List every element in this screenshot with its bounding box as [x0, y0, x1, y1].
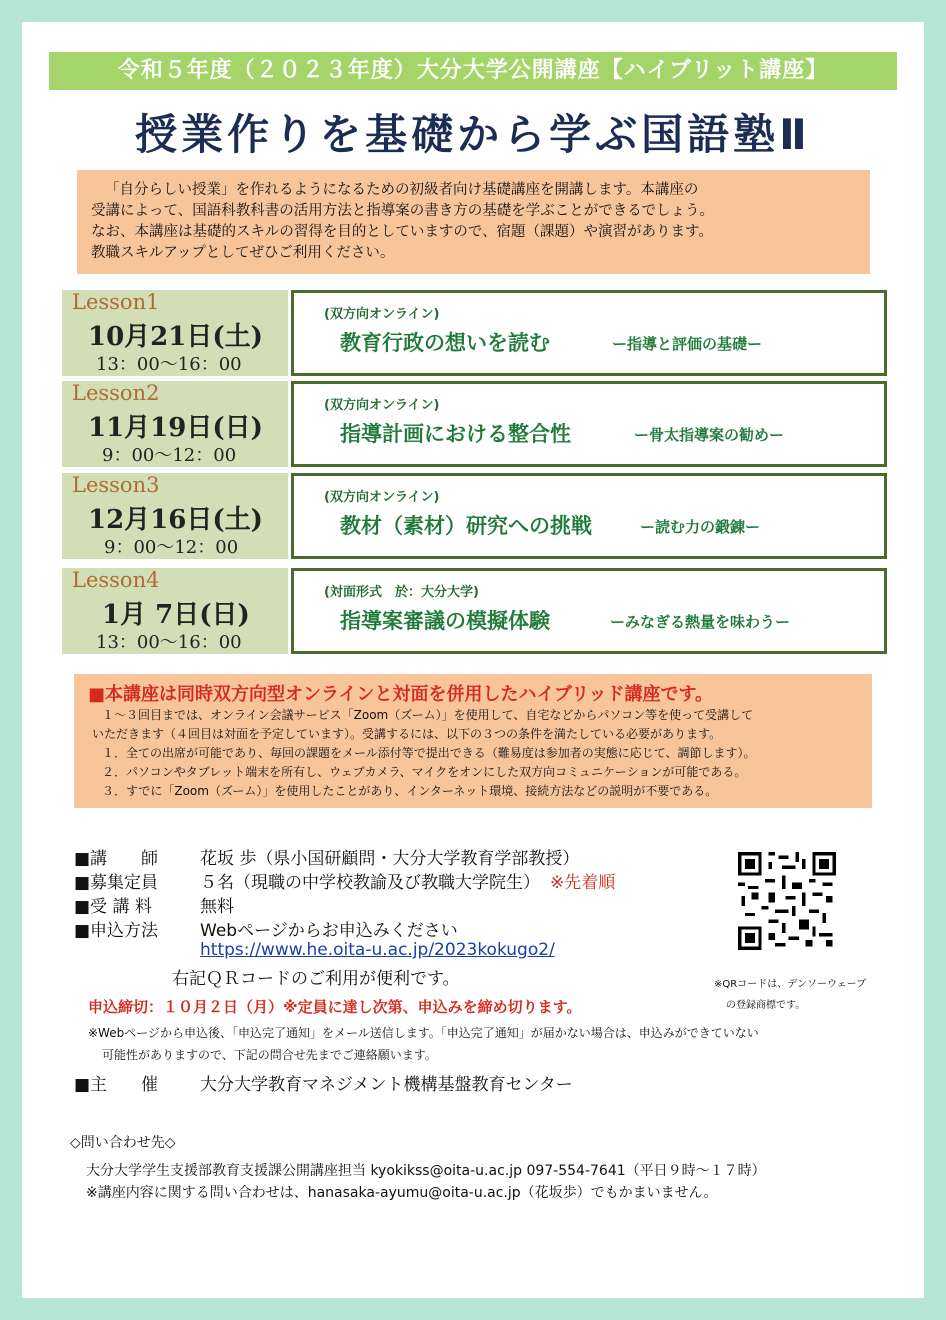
lesson-mode: (双方向オンライン): [324, 398, 440, 413]
page-title: 授業作りを基礎から学ぶ国語塾Ⅱ: [135, 110, 811, 159]
lesson-date: 12月16日(土): [88, 505, 263, 535]
lecturer-value: 花坂 歩（県小国研顧問・大分大学教育学部教授）: [200, 849, 580, 869]
lesson-time: 9：00〜12：00: [104, 537, 239, 558]
contact-line-2: ※講座内容に関する問い合わせは、hanasaka-ayumu@oita-u.ac.jp（花坂歩）でもかまいません。: [86, 1185, 718, 1201]
lesson-time: 13：00〜16：00: [96, 632, 242, 653]
application-note-2: 可能性がありますので、下記の問合せ先までご連絡願います。: [102, 1048, 437, 1062]
capacity-value: ５名（現職の中学校教諭及び教職大学院生）: [200, 873, 540, 893]
capacity-label: ■募集定員: [74, 873, 159, 893]
apply-label: ■申込方法: [74, 921, 159, 941]
lesson-time: 9：00〜12：00: [102, 445, 237, 466]
contact-heading: ◇問い合わせ先◇: [70, 1135, 176, 1151]
first-come-note: ※先着順: [550, 873, 616, 893]
hybrid-heading: ■本講座は同時双方向型オンラインと対面を併用したハイブリッド講座です。: [88, 684, 714, 705]
lesson-date: 1月 7日(日): [102, 600, 250, 630]
lesson-3-date-cell: [62, 473, 288, 559]
qr-trademark-note: ※QRコードは、デンソーウェーブ: [714, 979, 867, 990]
lesson-mode: (双方向オンライン): [324, 490, 440, 505]
intro-line: なお、本講座は基礎的スキルの習得を目的としていますので、宿題（課題）や演習があります。: [91, 224, 713, 240]
intro-line: 受講によって、国語科教科書の活用方法と指導案の書き方の基礎を学ぶことができるでしょう。: [91, 203, 715, 219]
qr-usage-text: 右記ＱＲコードのご利用が便利です。: [172, 969, 460, 989]
host-label: ■主 催: [74, 1075, 159, 1095]
lesson-subtitle: ー骨太指導案の勧めー: [634, 426, 785, 444]
lesson-4-content-cell: [291, 568, 887, 654]
apply-value: Webページからお申込みください: [200, 921, 458, 941]
lesson-subtitle: ー指導と評価の基礎ー: [612, 335, 763, 353]
lesson-number: Lesson2: [72, 381, 160, 405]
fee-label: ■受 講 料: [74, 897, 152, 917]
lesson-mode: (双方向オンライン): [324, 307, 440, 322]
flyer-page: [22, 22, 924, 1298]
hybrid-line: １〜３回目までは、オンライン会議サービス「Zoom（ズーム）」を使用して、自宅などからパソコン等を使って受講して: [102, 708, 754, 722]
application-note-1: ※Webページから申込後、「申込完了通知」をメール送信します。「申込完了通知」が届かない場合は、申込みができていない: [88, 1026, 759, 1040]
lesson-title: 教材（素材）研究への挑戦: [340, 514, 592, 538]
application-url-link[interactable]: https://www.he.oita-u.ac.jp/2023kokugo2/: [200, 940, 555, 960]
host-value: 大分大学教育マネジメント機構基盤教育センター: [200, 1075, 573, 1095]
contact-line-1: 大分大学学生支援部教育支援課公開講座担当 kyokikss@oita-u.ac.jp 097-554-7641（平日９時〜１７時）: [86, 1163, 766, 1179]
intro-line: 「自分らしい授業」を作れるようになるための初級者向け基礎講座を開講します。本講座の: [105, 182, 699, 198]
lesson-2-content-cell: [291, 381, 887, 467]
lesson-title: 指導計画における整合性: [340, 422, 571, 446]
lesson-1-content-cell: [291, 290, 887, 376]
lesson-4-date-cell: [62, 568, 288, 654]
lesson-number: Lesson3: [72, 473, 160, 497]
lesson-subtitle: ー読む力の鍛錬ー: [640, 518, 761, 536]
lesson-title: 教育行政の想いを読む: [340, 331, 550, 355]
hybrid-line: ２．パソコンやタブレット端末を所有し、ウェブカメラ、マイクをオンにした双方向コミュニケーションが可能である。: [102, 765, 747, 779]
lesson-time: 13：00〜16：00: [96, 354, 242, 375]
lecturer-label: ■講 師: [74, 849, 159, 869]
lesson-2-date-cell: [62, 381, 288, 467]
deadline-notice: 申込締切：１０月２日（月）※定員に達し次第、申込みを締め切ります。: [88, 998, 582, 1016]
hybrid-line: いただきます（４回目は対面を予定しています）。受講するには、以下の３つの条件を満たしている必要があります。: [92, 727, 722, 741]
intro-line: 教職スキルアップとしてぜひご利用ください。: [91, 245, 395, 261]
lesson-number: Lesson4: [72, 568, 160, 592]
hybrid-notice-box: [74, 674, 872, 808]
header-band: 令和５年度（２０２３年度）大分大学公開講座【ハイブリット講座】: [49, 52, 897, 90]
lesson-1-date-cell: [62, 290, 288, 376]
lesson-subtitle: ーみなぎる熱量を味わうー: [610, 613, 791, 631]
fee-value: 無料: [200, 897, 234, 917]
lesson-title: 指導案審議の模擬体験: [340, 609, 550, 633]
hybrid-line: ３．すでに「Zoom（ズーム）」を使用したことがあり、インターネット環境、接続方法などの説明が不要である。: [102, 784, 718, 798]
qr-code[interactable]: [738, 852, 836, 950]
hybrid-line: １．全ての出席が可能であり、毎回の課題をメール添付等で提出できる（難易度は参加者の実態に応じて、調節します）。: [102, 746, 756, 760]
lesson-date: 10月21日(土): [88, 322, 263, 352]
lesson-number: Lesson1: [72, 290, 160, 314]
intro-box: [77, 170, 870, 274]
lesson-mode: (対面形式 於：大分大学): [324, 585, 479, 600]
qr-trademark-note-2: の登録商標です。: [726, 1000, 806, 1011]
lesson-date: 11月19日(日): [88, 413, 263, 443]
lesson-3-content-cell: [291, 473, 887, 559]
